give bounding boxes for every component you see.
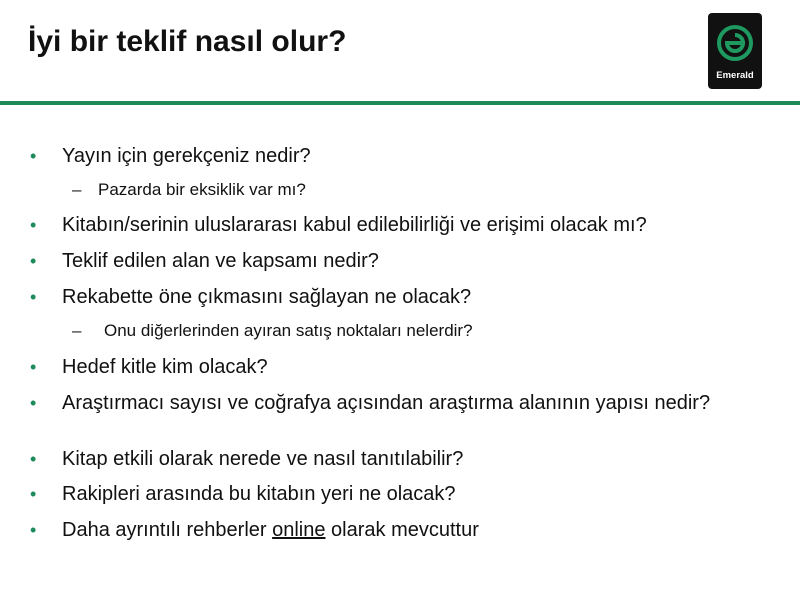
- online-link[interactable]: online: [272, 519, 326, 541]
- bullet-dot-icon: •: [30, 251, 37, 271]
- bullet-dot-icon: •: [30, 146, 37, 166]
- bullet-dot-icon: •: [30, 484, 37, 504]
- title-divider: [0, 101, 800, 105]
- emerald-swirl-icon: [715, 21, 755, 69]
- bullet-dot-icon: •: [30, 357, 37, 377]
- emerald-logo: [708, 13, 762, 89]
- bullet-dot-icon: •: [30, 520, 37, 540]
- bullet-dot-icon: •: [30, 449, 37, 469]
- bullet-dot-icon: •: [30, 287, 37, 307]
- dash-icon: –: [72, 180, 82, 199]
- dash-icon: –: [72, 321, 82, 340]
- slide-title: İyi bir teklif nasıl olur?: [28, 25, 347, 58]
- logo-text: Emerald: [716, 70, 754, 81]
- bullet-dot-icon: •: [30, 215, 37, 235]
- bullet-dot-icon: •: [30, 393, 37, 413]
